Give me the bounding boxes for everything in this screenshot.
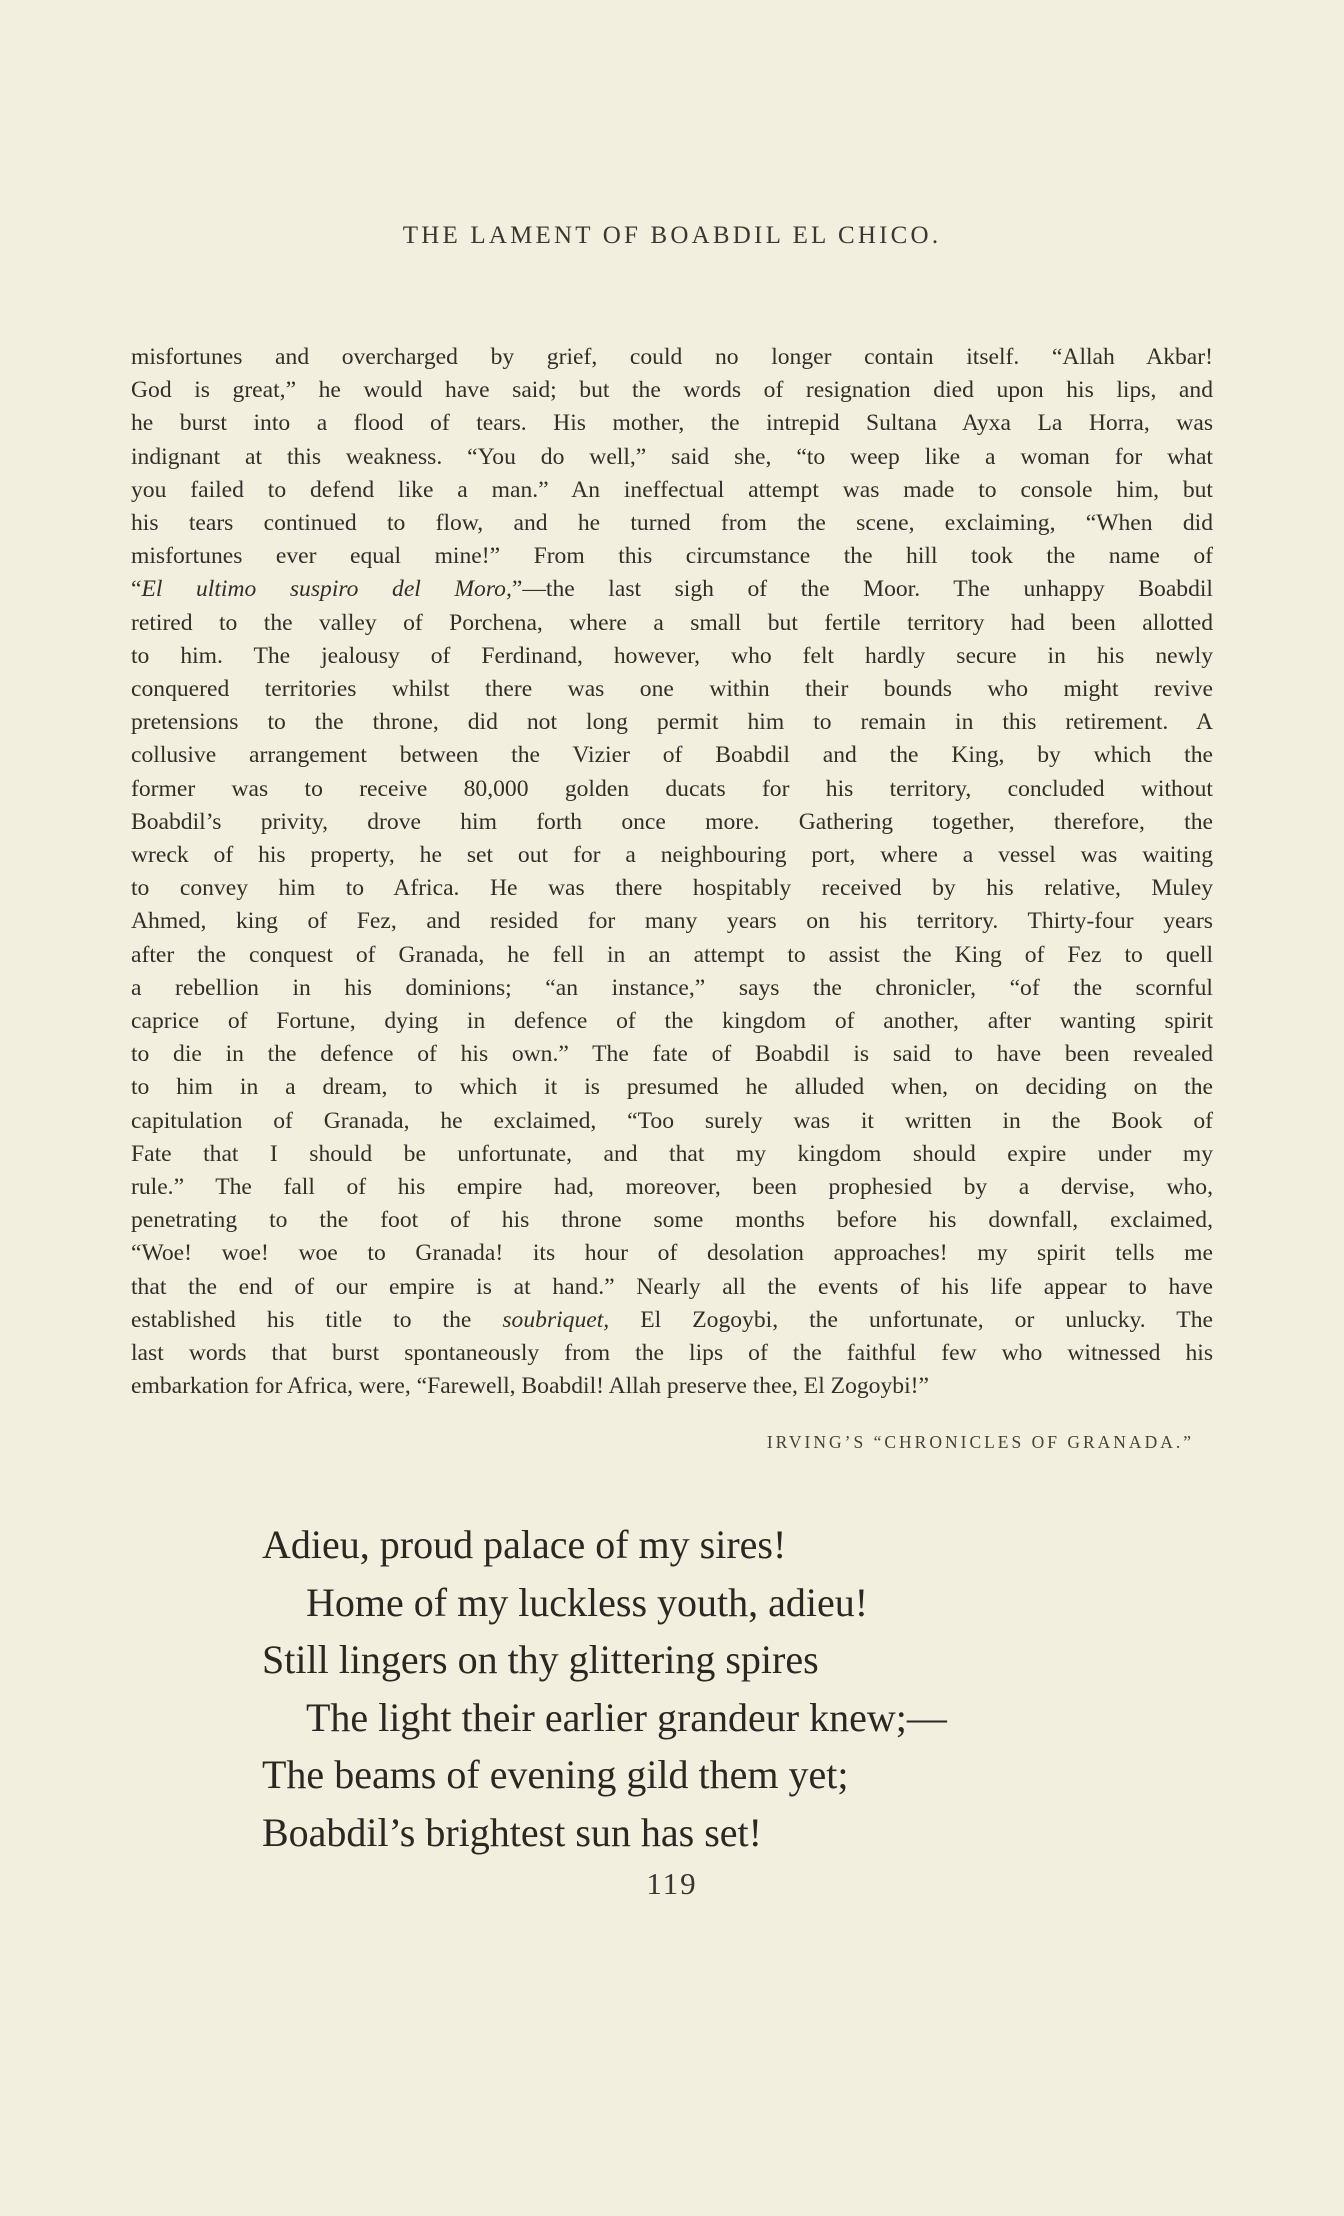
- poem-line: Home of my luckless youth, adieu!: [306, 1579, 869, 1625]
- prose-paragraph: [131, 341, 1213, 1404]
- prose-line: he burst into a flood of tears. His mother, the intrepid Sultana Ayxa La Horra, was: [131, 410, 1213, 437]
- prose-line: former was to receive 80,000 golden ducats for his territory, concluded without: [131, 775, 1213, 802]
- prose-line: caprice of Fortune, dying in defence of the kingdom of another, after wanting spirit: [131, 1008, 1213, 1035]
- poem-line: The beams of evening gild them yet;: [262, 1752, 849, 1797]
- prose-line: last words that burst spontaneously from the lips of the faithful few who witnessed his: [131, 1340, 1213, 1367]
- prose-line: to die in the defence of his own.” The fate of Boabdil is said to have been revealed: [131, 1041, 1213, 1068]
- prose-line: conquered territories whilst there was one within their bounds who might revive: [131, 676, 1213, 703]
- prose-line: collusive arrangement between the Vizier of Boabdil and the King, by which the: [131, 742, 1213, 769]
- page-number: 119: [646, 1866, 698, 1901]
- prose-line: “Woe! woe! woe to Granada! its hour of desolation approaches! my spirit tells me: [131, 1240, 1213, 1267]
- prose-line: to him in a dream, to which it is presumed he alluded when, on deciding on the: [131, 1074, 1213, 1101]
- prose-line: to him. The jealousy of Ferdinand, however, who felt hardly secure in his newly: [131, 642, 1213, 669]
- prose-line: his tears continued to flow, and he turned from the scene, exclaiming, “When did: [131, 510, 1213, 537]
- prose-line: penetrating to the foot of his throne some months before his downfall, exclaimed,: [131, 1207, 1213, 1234]
- poem-line: The light their earlier grandeur knew;—: [306, 1694, 947, 1740]
- prose-line: misfortunes ever equal mine!” From this circumstance the hill took the name of: [131, 543, 1213, 570]
- prose-line: misfortunes and overcharged by grief, could no longer contain itself. “Allah Akbar!: [131, 344, 1213, 370]
- prose-line: “El ultimo suspiro del Moro,”—the last sigh of the Moor. The unhappy Boabdil: [131, 576, 1213, 603]
- prose-line: a rebellion in his dominions; “an instance,” says the chronicler, “of the scornful: [131, 974, 1213, 1001]
- prose-line: that the end of our empire is at hand.” Nearly all the events of his life appear to have: [131, 1273, 1213, 1300]
- prose-line: indignant at this weakness. “You do well,” said she, “to weep like a woman for what: [131, 443, 1213, 470]
- poem-stanza: [262, 1516, 1162, 1861]
- prose-line: retired to the valley of Porchena, where a small but fertile territory had been allotted: [131, 609, 1213, 636]
- running-head: THE LAMENT OF BOABDIL EL CHICO.: [402, 222, 942, 249]
- prose-line: rule.” The fall of his empire had, moreover, been prophesied by a dervise, who,: [131, 1174, 1213, 1201]
- poem-line: Adieu, proud palace of my sires!: [262, 1522, 787, 1567]
- source-attribution: IRVING’S “CHRONICLES OF GRANADA.”: [766, 1432, 1194, 1452]
- italic-phrase: soubriquet,: [502, 1306, 610, 1333]
- prose-line: Boabdil’s privity, drove him forth once more. Gathering together, therefore, the: [131, 808, 1213, 835]
- poem-line: Boabdil’s brightest sun has set!: [262, 1809, 762, 1855]
- prose-line: established his title to the soubriquet, El Zogoybi, the unfortunate, or unlucky. The: [131, 1306, 1213, 1333]
- prose-line: you failed to defend like a man.” An ineffectual attempt was made to console him, but: [131, 476, 1213, 503]
- poem-line: Still lingers on thy glittering spires: [262, 1637, 819, 1682]
- prose-line: after the conquest of Granada, he fell in an attempt to assist the King of Fez to quell: [131, 941, 1213, 968]
- prose-line: embarkation for Africa, were, “Farewell, Boabdil! Allah preserve thee, El Zogoybi!”: [131, 1373, 929, 1400]
- italic-phrase: El ultimo suspiro del Moro,: [141, 576, 512, 603]
- prose-line: Fate that I should be unfortunate, and that my kingdom should expire under my: [131, 1140, 1213, 1167]
- prose-line: God is great,” he would have said; but the words of resignation died upon his lips, and: [131, 377, 1213, 404]
- prose-line: pretensions to the throne, did not long permit him to remain in this retirement. A: [131, 709, 1213, 736]
- prose-line: to convey him to Africa. He was there hospitably received by his relative, Muley: [131, 875, 1213, 902]
- prose-line: capitulation of Granada, he exclaimed, “Too surely was it written in the Book of: [131, 1107, 1213, 1134]
- prose-line: Ahmed, king of Fez, and resided for many years on his territory. Thirty-four years: [131, 908, 1213, 935]
- prose-line: wreck of his property, he set out for a neighbouring port, where a vessel was waiting: [131, 842, 1213, 869]
